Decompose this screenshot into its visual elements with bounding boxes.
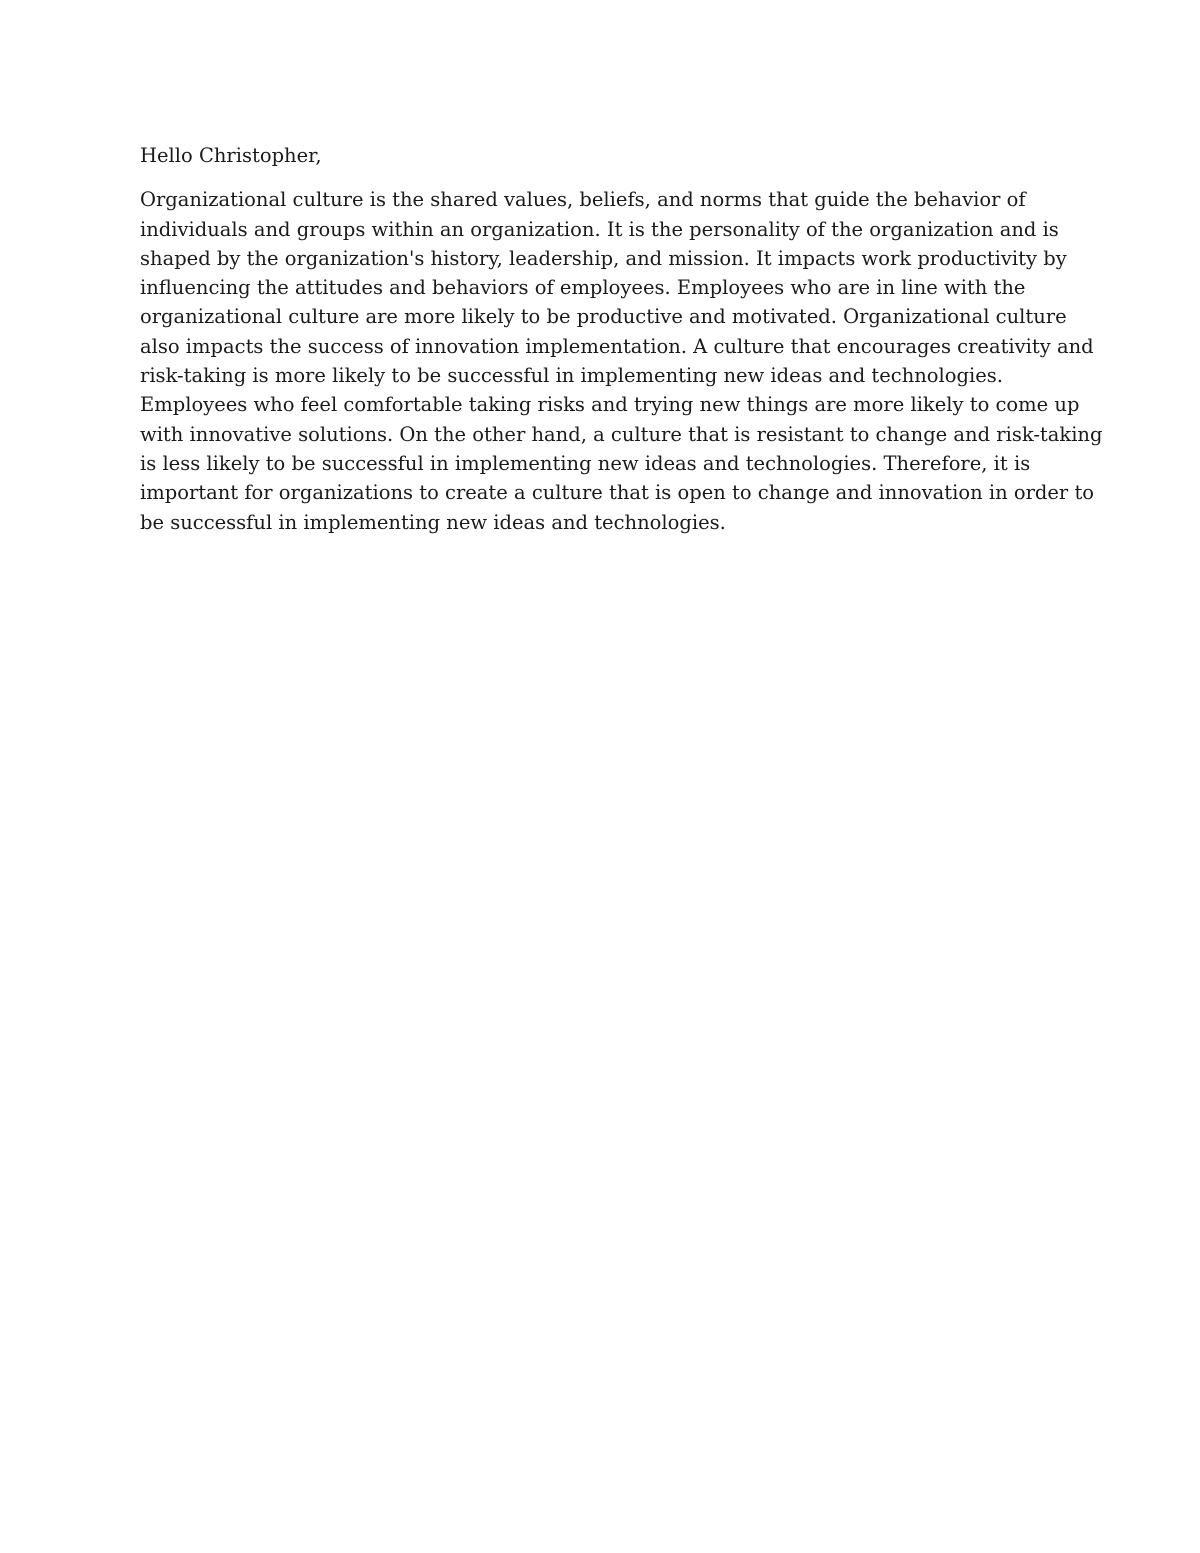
document-content — [140, 141, 1103, 537]
body-line: with innovative solutions. On the other hand, a culture that is resistant to change and risk-taking — [140, 422, 1103, 446]
body-paragraph — [140, 185, 1103, 537]
body-line: organizational culture are more likely to be productive and motivated. Organizational culture — [140, 305, 1067, 329]
body-line: is less likely to be successful in implementing new ideas and technologies. Therefore, it is — [140, 451, 1031, 475]
body-line: be successful in implementing new ideas and technologies. — [140, 510, 726, 534]
body-line: risk-taking is more likely to be successful in implementing new ideas and technologies. — [140, 364, 1003, 388]
greeting-line: Hello Christopher, — [140, 144, 322, 167]
body-line: also impacts the success of innovation implementation. A culture that encourages creativity and — [140, 334, 1094, 358]
body-line: Organizational culture is the shared values, beliefs, and norms that guide the behavior of — [140, 188, 1026, 212]
body-line: Employees who feel comfortable taking risks and trying new things are more likely to come up — [140, 393, 1080, 417]
body-line: shaped by the organization's history, leadership, and mission. It impacts work productivity by — [140, 246, 1067, 270]
body-line: individuals and groups within an organization. It is the personality of the organization and is — [140, 217, 1059, 241]
body-line: influencing the attitudes and behaviors of employees. Employees who are in line with the — [140, 276, 1026, 300]
body-line: important for organizations to create a culture that is open to change and innovation in order to — [140, 481, 1095, 505]
